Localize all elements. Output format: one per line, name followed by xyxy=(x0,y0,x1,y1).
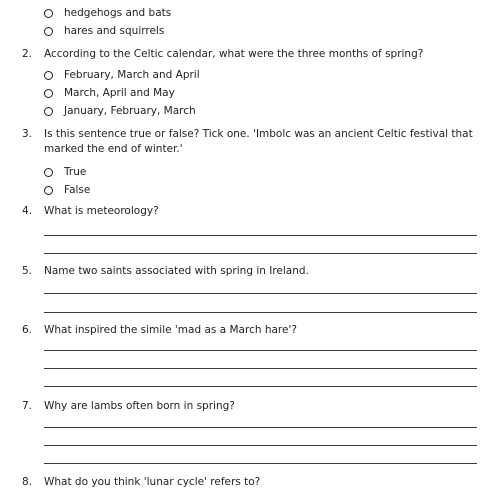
question-number: 5. xyxy=(22,265,33,277)
answer-line[interactable] xyxy=(44,427,477,428)
answer-line[interactable] xyxy=(44,235,477,236)
radio-circle-icon[interactable] xyxy=(44,27,53,36)
option-label: True xyxy=(64,166,87,178)
question-number: 3. xyxy=(22,128,33,140)
q2-option-feb-mar-apr[interactable] xyxy=(44,67,200,83)
question-number: 7. xyxy=(22,400,33,412)
question-5 xyxy=(22,264,492,280)
question-text: What inspired the simile 'mad as a March hare'? xyxy=(44,324,297,336)
radio-circle-icon[interactable] xyxy=(44,71,53,80)
answer-line[interactable] xyxy=(44,463,477,464)
question-number: 4. xyxy=(22,205,33,217)
answer-line[interactable] xyxy=(44,368,477,369)
radio-circle-icon[interactable] xyxy=(44,186,53,195)
q2-option-mar-apr-may[interactable] xyxy=(44,85,175,101)
question-7 xyxy=(22,399,492,415)
q3-option-true[interactable] xyxy=(44,164,86,180)
answer-line[interactable] xyxy=(44,293,477,294)
question-text: What do you think 'lunar cycle' refers to? xyxy=(44,476,261,488)
answer-line[interactable] xyxy=(44,350,477,351)
question-6 xyxy=(22,323,492,339)
option-label: February, March and April xyxy=(64,69,200,81)
q1-option-hedgehogs[interactable] xyxy=(44,5,171,21)
q3-option-false[interactable] xyxy=(44,182,90,198)
option-label: False xyxy=(64,184,91,196)
question-number: 2. xyxy=(22,48,33,60)
question-number: 6. xyxy=(22,324,33,336)
question-4 xyxy=(22,204,492,220)
q1-option-hares[interactable] xyxy=(44,23,164,39)
question-text: What is meteorology? xyxy=(44,205,159,217)
radio-circle-icon[interactable] xyxy=(44,89,53,98)
answer-line[interactable] xyxy=(44,312,477,313)
option-label: hares and squirrels xyxy=(64,25,165,37)
question-3 xyxy=(22,127,492,159)
question-8 xyxy=(22,475,492,491)
q2-option-jan-feb-mar[interactable] xyxy=(44,103,196,119)
question-text: Name two saints associated with spring in Ireland. xyxy=(44,265,309,277)
question-number: 8. xyxy=(22,476,33,488)
answer-line[interactable] xyxy=(44,253,477,254)
option-label: hedgehogs and bats xyxy=(64,7,172,19)
question-text: Is this sentence true or false? Tick one. 'Imbolc was an ancient Celtic festival that marked the end of winter.' xyxy=(44,128,473,155)
option-label: January, February, March xyxy=(64,105,196,117)
answer-line[interactable] xyxy=(44,386,477,387)
radio-circle-icon[interactable] xyxy=(44,107,53,116)
radio-circle-icon[interactable] xyxy=(44,9,53,18)
question-text: According to the Celtic calendar, what were the three months of spring? xyxy=(44,48,424,60)
answer-line[interactable] xyxy=(44,445,477,446)
option-label: March, April and May xyxy=(64,87,175,99)
question-2 xyxy=(22,47,492,63)
question-text: Why are lambs often born in spring? xyxy=(44,400,235,412)
radio-circle-icon[interactable] xyxy=(44,168,53,177)
